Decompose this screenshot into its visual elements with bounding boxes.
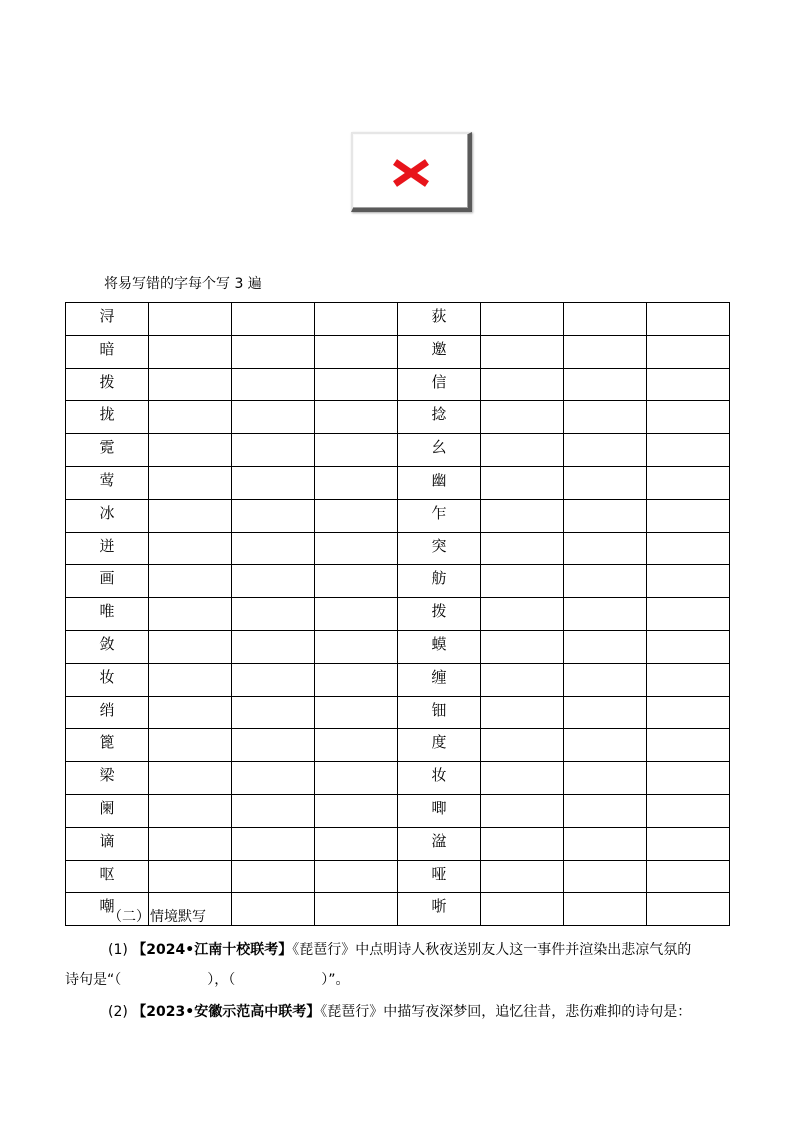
writing-cell[interactable] — [564, 303, 647, 336]
question-1-source: 【2024•江南十校联考】 — [132, 942, 293, 958]
writing-cell[interactable] — [232, 827, 315, 860]
writing-cell[interactable] — [232, 466, 315, 499]
character-cell: 阑 — [66, 794, 149, 827]
broken-image-icon — [353, 134, 468, 208]
character-cell: 绡 — [66, 696, 149, 729]
writing-cell[interactable] — [315, 368, 398, 401]
character-cell: 邀 — [398, 335, 481, 368]
table-row — [66, 401, 730, 434]
question-1 — [108, 940, 772, 960]
writing-cell[interactable] — [647, 729, 730, 762]
writing-cell[interactable] — [149, 466, 232, 499]
character-cell: 冰 — [66, 499, 149, 532]
character-cell: 暗 — [66, 335, 149, 368]
character-cell: 度 — [398, 729, 481, 762]
writing-cell[interactable] — [149, 368, 232, 401]
table-row — [66, 303, 730, 336]
character-cell: 霓 — [66, 434, 149, 467]
writing-cell[interactable] — [564, 598, 647, 631]
writing-cell[interactable] — [481, 827, 564, 860]
character-cell: 浔 — [66, 303, 149, 336]
question-2-number: (2) — [108, 1004, 128, 1020]
writing-cell[interactable] — [315, 466, 398, 499]
table-row — [66, 565, 730, 598]
character-cell: 拨 — [398, 598, 481, 631]
character-cell: 湓 — [398, 827, 481, 860]
character-cell: 捻 — [398, 401, 481, 434]
section-heading: （二）情境默写 — [108, 909, 206, 925]
writing-cell[interactable] — [315, 794, 398, 827]
writing-cell[interactable] — [647, 466, 730, 499]
writing-cell[interactable] — [232, 303, 315, 336]
writing-cell[interactable] — [232, 368, 315, 401]
writing-cell[interactable] — [315, 401, 398, 434]
question-1-end: ）”。 — [321, 972, 350, 988]
writing-cell[interactable] — [232, 663, 315, 696]
writing-cell[interactable] — [149, 729, 232, 762]
table-row — [66, 630, 730, 663]
practice-table — [65, 302, 730, 926]
character-cell: 莺 — [66, 466, 149, 499]
question-1-line2-start: 诗句是“（ — [65, 972, 122, 988]
character-cell: 钿 — [398, 696, 481, 729]
writing-cell[interactable] — [481, 630, 564, 663]
writing-cell[interactable] — [481, 434, 564, 467]
writing-cell[interactable] — [647, 762, 730, 795]
character-cell: 妆 — [66, 663, 149, 696]
writing-cell[interactable] — [647, 696, 730, 729]
character-cell: 嘲 — [66, 893, 149, 926]
writing-cell[interactable] — [232, 598, 315, 631]
writing-cell[interactable] — [564, 630, 647, 663]
character-cell: 哑 — [398, 860, 481, 893]
writing-cell[interactable] — [647, 368, 730, 401]
writing-cell[interactable] — [564, 434, 647, 467]
writing-cell[interactable] — [481, 335, 564, 368]
writing-cell[interactable] — [232, 696, 315, 729]
writing-cell[interactable] — [149, 598, 232, 631]
writing-cell[interactable] — [481, 729, 564, 762]
writing-cell[interactable] — [315, 598, 398, 631]
writing-cell[interactable] — [232, 794, 315, 827]
writing-cell[interactable] — [647, 401, 730, 434]
table-row — [66, 434, 730, 467]
table-row — [66, 860, 730, 893]
writing-cell[interactable] — [564, 565, 647, 598]
writing-cell[interactable] — [315, 696, 398, 729]
broken-image-placeholder — [351, 132, 472, 212]
writing-cell[interactable] — [315, 729, 398, 762]
writing-cell[interactable] — [481, 663, 564, 696]
writing-cell[interactable] — [149, 696, 232, 729]
writing-cell[interactable] — [481, 762, 564, 795]
writing-cell[interactable] — [564, 335, 647, 368]
table-row — [66, 762, 730, 795]
writing-cell[interactable] — [315, 565, 398, 598]
writing-cell[interactable] — [564, 466, 647, 499]
writing-cell[interactable] — [315, 827, 398, 860]
writing-cell[interactable] — [481, 532, 564, 565]
writing-cell[interactable] — [149, 860, 232, 893]
writing-cell[interactable] — [149, 434, 232, 467]
table-row — [66, 466, 730, 499]
table-row — [66, 598, 730, 631]
writing-cell[interactable] — [481, 860, 564, 893]
character-cell: 荻 — [398, 303, 481, 336]
writing-cell[interactable] — [232, 434, 315, 467]
question-1-number: (1) — [108, 942, 128, 958]
question-1-separator: ），（ — [207, 972, 236, 988]
character-cell: 画 — [66, 565, 149, 598]
writing-cell[interactable] — [315, 532, 398, 565]
table-row — [66, 368, 730, 401]
character-cell: 哳 — [398, 893, 481, 926]
writing-cell[interactable] — [564, 762, 647, 795]
character-cell: 梁 — [66, 762, 149, 795]
writing-cell[interactable] — [149, 762, 232, 795]
character-cell: 篦 — [66, 729, 149, 762]
writing-cell[interactable] — [149, 401, 232, 434]
writing-cell[interactable] — [564, 663, 647, 696]
writing-cell[interactable] — [647, 860, 730, 893]
writing-cell[interactable] — [481, 466, 564, 499]
question-1-text: 《琵琶行》中点明诗人秋夜送别友人这一事件并渲染出悲凉气氛的 — [292, 942, 692, 958]
writing-cell[interactable] — [647, 630, 730, 663]
writing-cell[interactable] — [481, 696, 564, 729]
writing-cell[interactable] — [564, 368, 647, 401]
writing-cell[interactable] — [232, 630, 315, 663]
table-row — [66, 794, 730, 827]
writing-cell[interactable] — [149, 335, 232, 368]
writing-cell[interactable] — [232, 565, 315, 598]
writing-cell[interactable] — [232, 499, 315, 532]
writing-cell[interactable] — [315, 303, 398, 336]
character-cell: 舫 — [398, 565, 481, 598]
character-cell: 呕 — [66, 860, 149, 893]
writing-cell[interactable] — [149, 794, 232, 827]
character-cell: 敛 — [66, 630, 149, 663]
writing-cell[interactable] — [564, 794, 647, 827]
question-2 — [108, 1002, 772, 1022]
table-row — [66, 827, 730, 860]
writing-cell[interactable] — [315, 434, 398, 467]
character-cell: 谪 — [66, 827, 149, 860]
writing-cell[interactable] — [232, 729, 315, 762]
writing-cell[interactable] — [232, 860, 315, 893]
character-cell: 幽 — [398, 466, 481, 499]
writing-cell[interactable] — [232, 762, 315, 795]
writing-cell[interactable] — [149, 827, 232, 860]
writing-cell[interactable] — [647, 565, 730, 598]
writing-cell[interactable] — [647, 598, 730, 631]
writing-cell[interactable] — [315, 860, 398, 893]
character-cell: 蟆 — [398, 630, 481, 663]
writing-cell[interactable] — [149, 565, 232, 598]
writing-cell[interactable] — [564, 532, 647, 565]
character-cell: 信 — [398, 368, 481, 401]
table-row — [66, 532, 730, 565]
character-cell: 拢 — [66, 401, 149, 434]
writing-cell[interactable] — [647, 499, 730, 532]
writing-cell[interactable] — [149, 532, 232, 565]
character-cell: 乍 — [398, 499, 481, 532]
practice-instruction: 将易写错的字每个写 3 遍 — [104, 276, 262, 292]
writing-cell[interactable] — [149, 630, 232, 663]
writing-cell[interactable] — [564, 401, 647, 434]
writing-cell[interactable] — [481, 368, 564, 401]
writing-cell[interactable] — [481, 401, 564, 434]
writing-cell[interactable] — [315, 499, 398, 532]
writing-cell[interactable] — [481, 794, 564, 827]
character-cell: 幺 — [398, 434, 481, 467]
table-row — [66, 696, 730, 729]
writing-cell[interactable] — [647, 663, 730, 696]
table-row — [66, 663, 730, 696]
writing-cell[interactable] — [647, 532, 730, 565]
character-cell: 缠 — [398, 663, 481, 696]
character-cell: 唧 — [398, 794, 481, 827]
writing-cell[interactable] — [647, 335, 730, 368]
writing-cell[interactable] — [481, 499, 564, 532]
writing-cell[interactable] — [564, 499, 647, 532]
writing-cell[interactable] — [647, 434, 730, 467]
writing-cell[interactable] — [481, 303, 564, 336]
writing-cell[interactable] — [315, 663, 398, 696]
writing-cell[interactable] — [481, 565, 564, 598]
writing-cell[interactable] — [564, 827, 647, 860]
character-cell: 拨 — [66, 368, 149, 401]
writing-cell[interactable] — [315, 335, 398, 368]
character-cell: 突 — [398, 532, 481, 565]
question-1-answer-line — [65, 970, 729, 990]
writing-cell[interactable] — [481, 598, 564, 631]
writing-cell[interactable] — [315, 762, 398, 795]
writing-cell[interactable] — [564, 696, 647, 729]
character-cell: 迸 — [66, 532, 149, 565]
table-row — [66, 499, 730, 532]
writing-cell[interactable] — [647, 794, 730, 827]
writing-cell[interactable] — [647, 303, 730, 336]
writing-cell[interactable] — [564, 729, 647, 762]
writing-cell[interactable] — [232, 532, 315, 565]
writing-cell[interactable] — [149, 303, 232, 336]
question-2-source: 【2023•安徽示范高中联考】 — [132, 1004, 321, 1020]
writing-cell[interactable] — [647, 827, 730, 860]
table-row — [66, 729, 730, 762]
table-row — [66, 335, 730, 368]
writing-cell[interactable] — [149, 499, 232, 532]
writing-cell[interactable] — [315, 630, 398, 663]
writing-cell[interactable] — [232, 335, 315, 368]
question-2-text: 《琵琶行》中描写夜深梦回，追忆往昔，悲伤难抑的诗句是： — [320, 1004, 692, 1020]
writing-cell[interactable] — [149, 663, 232, 696]
writing-cell[interactable] — [564, 860, 647, 893]
character-cell: 妆 — [398, 762, 481, 795]
writing-cell[interactable] — [232, 401, 315, 434]
character-cell: 唯 — [66, 598, 149, 631]
